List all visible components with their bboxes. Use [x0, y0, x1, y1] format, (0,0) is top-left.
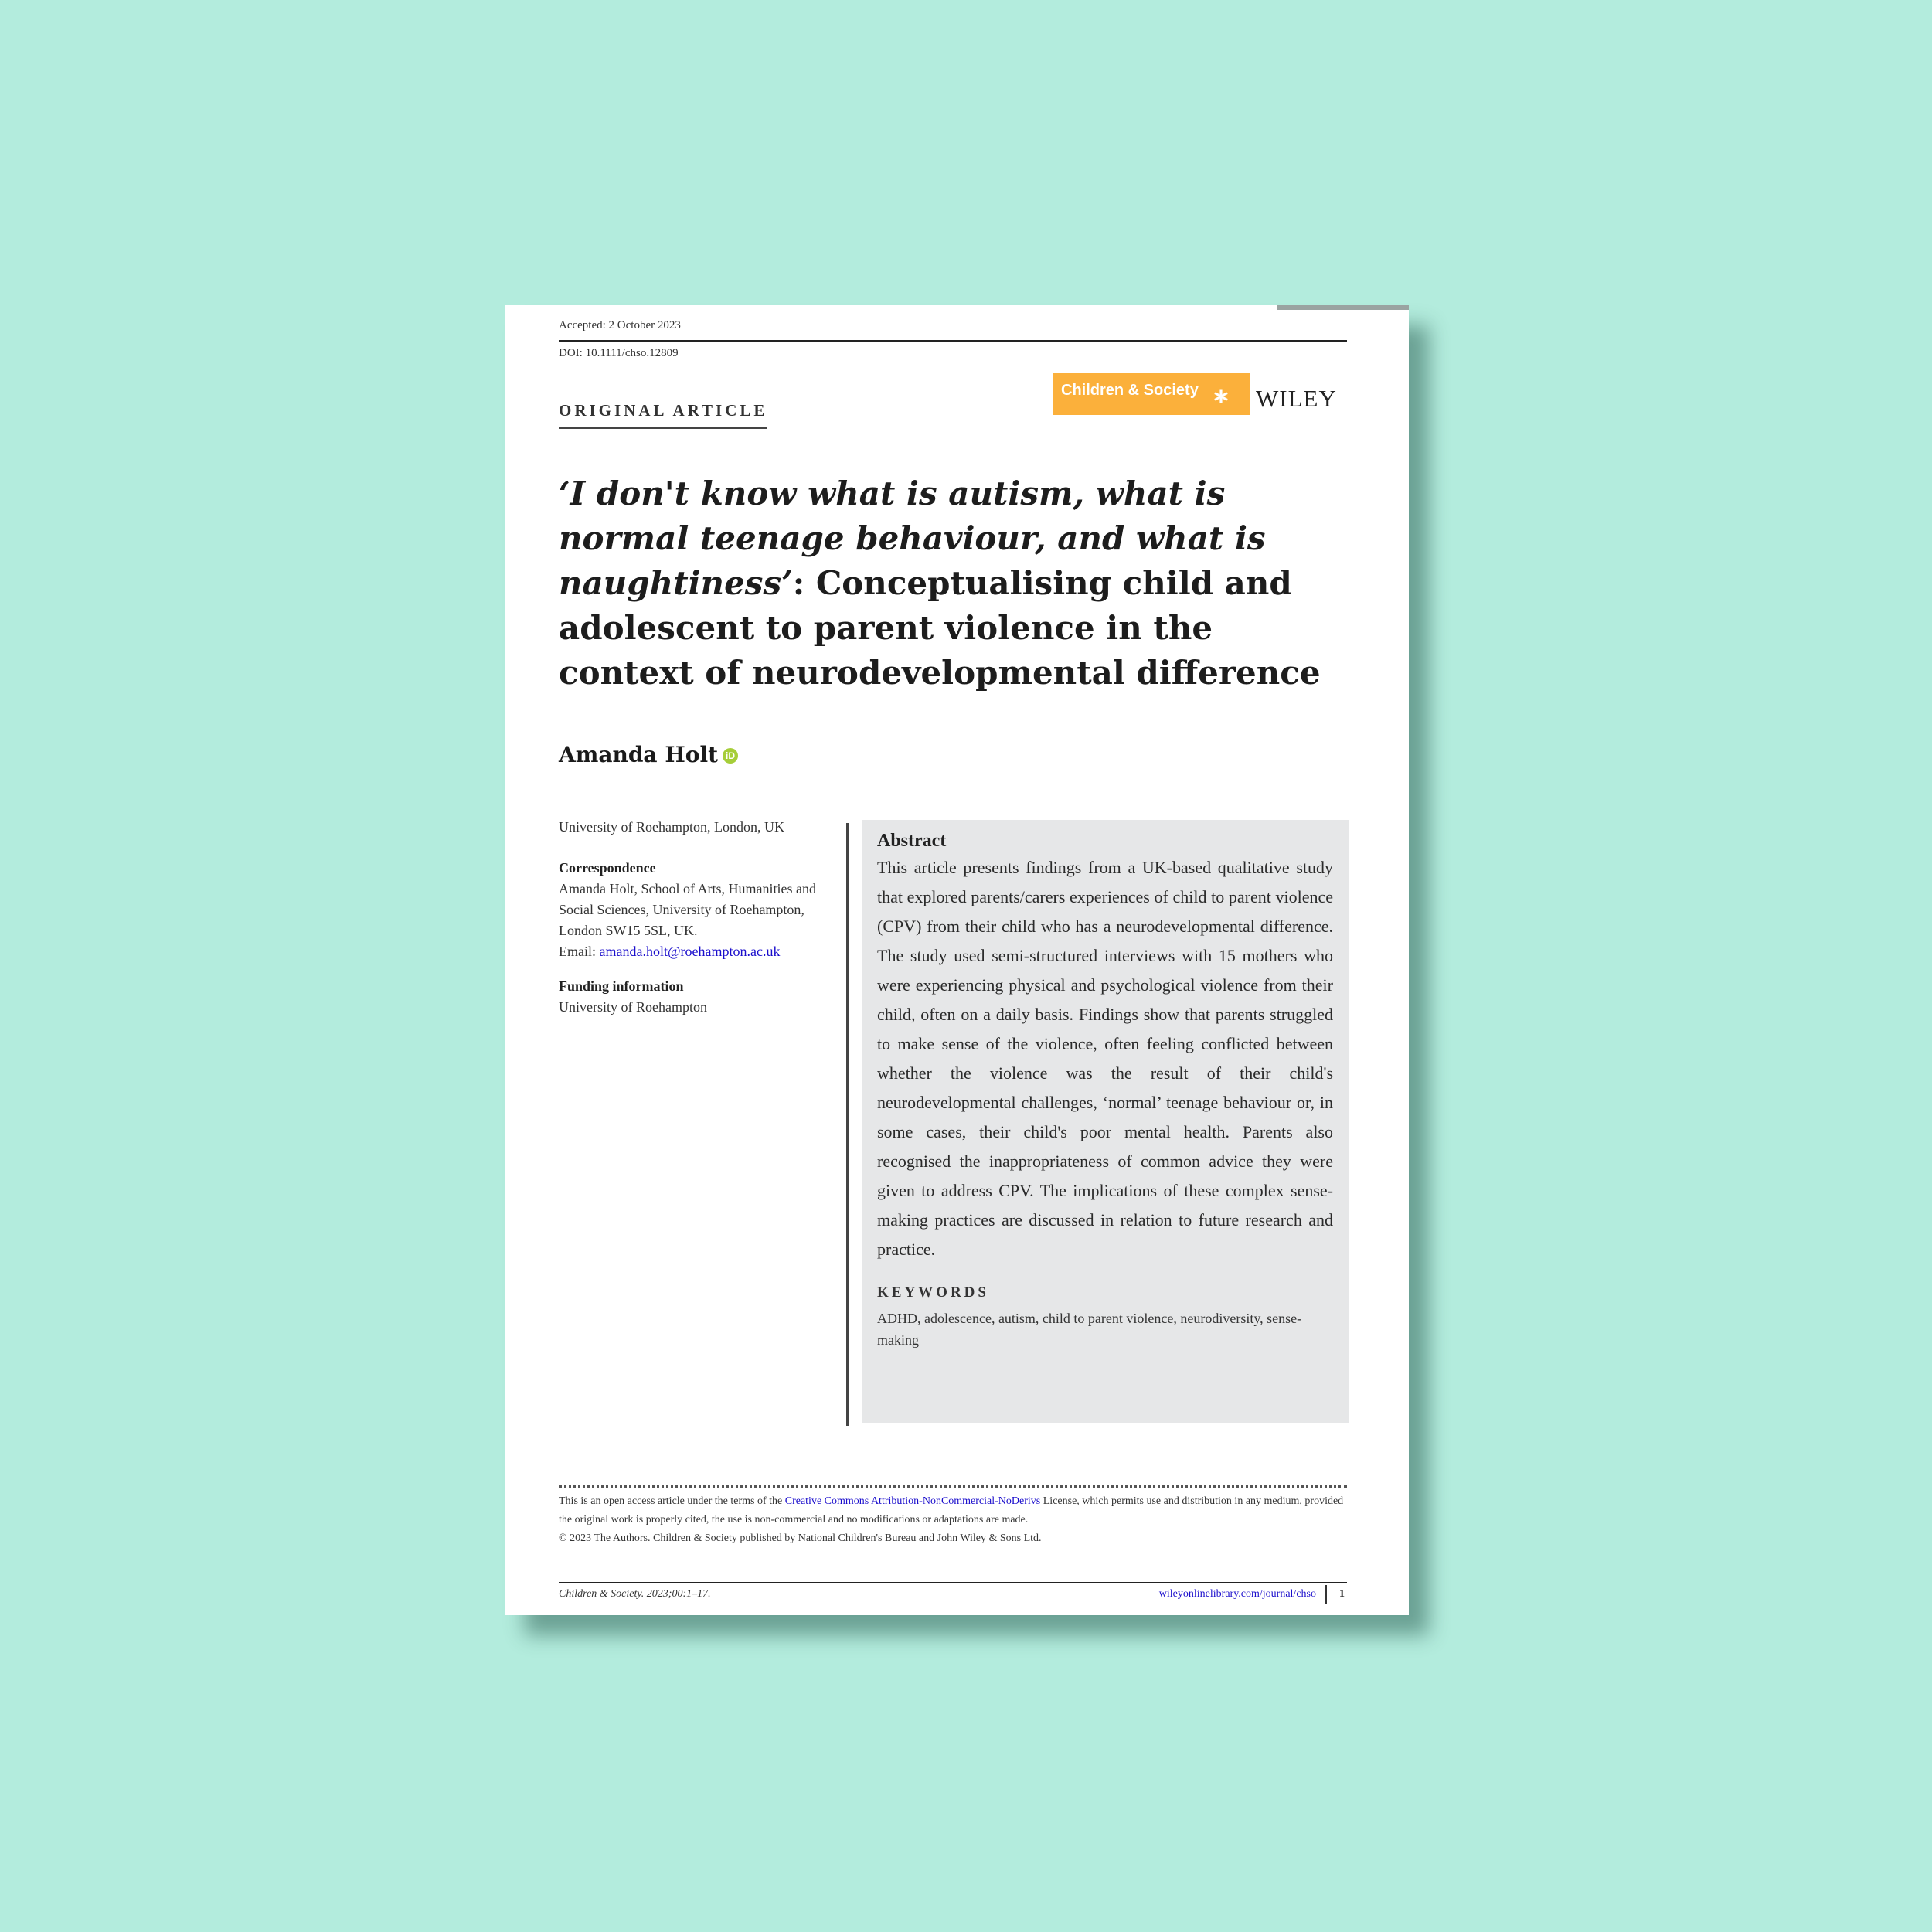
funding-text: University of Roehampton	[559, 999, 707, 1015]
journal-name: Children & Society	[1061, 382, 1199, 399]
bottom-rule	[559, 1582, 1347, 1583]
publisher-logo: WILEY	[1256, 385, 1337, 412]
header-rule	[559, 340, 1347, 342]
email-link[interactable]: amanda.holt@roehampton.ac.uk	[599, 944, 781, 959]
author-info	[559, 817, 821, 1018]
email-label: Email:	[559, 944, 600, 959]
abstract-box	[862, 820, 1349, 1423]
license-post: License, which permits use and distribution in any medium, provided the original work is properly cited, the use is non-commercial and no modifications or adaptations are made.	[559, 1495, 1344, 1526]
paper-page	[505, 305, 1409, 1615]
page-number-separator	[1325, 1585, 1327, 1604]
funding-label: Funding information	[559, 978, 684, 994]
abstract-text: This article presents findings from a UK-based qualitative study that explored parents/carers experiences of child to parent violence (CPV) from their child who has a neurodevelopmental difference. The study used semi-structured interviews with 15 mothers who were experiencing physical and psychological violence from their child, often on a daily basis. Findings show that parents struggled to make sense of the violence, often feeling conflicted between whether the violence was the result of their child's neurodevelopmental challenges, ‘normal’ teenage behaviour or, in some cases, their child's poor mental health. Parents also recognised the inappropriateness of common advice they were given to address CPV. The implications of these complex sense-making practices are discussed in relation to future research and practice.	[877, 858, 1333, 1259]
doi: DOI: 10.1111/chso.12809	[559, 347, 679, 359]
accepted-date: Accepted: 2 October 2023	[559, 319, 681, 332]
column-divider	[846, 823, 849, 1426]
journal-badge	[1053, 373, 1250, 415]
correspondence-label: Correspondence	[559, 860, 656, 876]
title-quote: ‘I don't know what is autism, what is normal teenage behaviour, and what is naughtiness’	[559, 474, 1266, 602]
citation: Children & Society. 2023;00:1–17.	[559, 1588, 711, 1600]
footer-divider	[559, 1485, 1347, 1488]
copyright: © 2023 The Authors. Children & Society published by National Children's Bureau and John Wiley & Sons Ltd.	[559, 1532, 1042, 1544]
license-link[interactable]: Creative Commons Attribution-NonCommercial-NoDerivs	[784, 1495, 1041, 1507]
email-line	[559, 941, 821, 962]
page-top-bar	[1277, 305, 1409, 310]
affiliation: University of Roehampton, London, UK	[559, 819, 784, 835]
asterisk-icon: ⁎	[1214, 376, 1228, 408]
author-text: Amanda Holt	[559, 742, 719, 767]
author-name	[559, 742, 738, 767]
keywords-heading: KEYWORDS	[877, 1284, 989, 1301]
orcid-icon[interactable]: iD	[723, 748, 738, 764]
section-label: ORIGINAL ARTICLE	[559, 401, 767, 429]
abstract-heading: Abstract	[877, 831, 947, 851]
keywords-text: ADHD, adolescence, autism, child to parent violence, neurodiversity, sense-making	[877, 1311, 1302, 1348]
title-subtitle: : Conceptualising child and adolescent to parent violence in the context of neurodevelopmental difference	[559, 564, 1321, 692]
license-pre: This is an open access article under the terms of the	[559, 1495, 785, 1507]
page-number: 1	[1339, 1588, 1345, 1600]
article-title	[559, 471, 1355, 696]
journal-url[interactable]: wileyonlinelibrary.com/journal/chso	[1158, 1588, 1316, 1600]
license-notice	[559, 1492, 1347, 1548]
correspondence-text: Amanda Holt, School of Arts, Humanities and Social Sciences, University of Roehampton, London SW15 5SL, UK.	[559, 881, 816, 938]
